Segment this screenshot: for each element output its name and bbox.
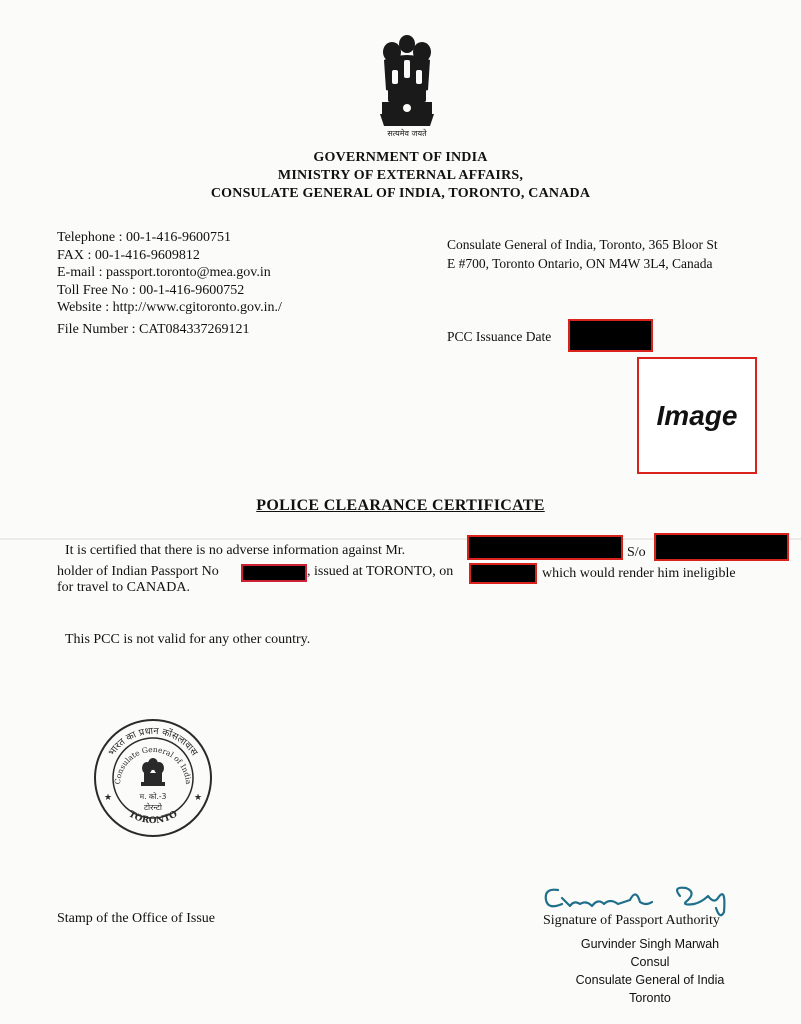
address-line-2: E #700, Toronto Ontario, ON M4W 3L4, Canada — [447, 256, 713, 271]
header-ministry: MINISTRY OF EXTERNAL AFFAIRS, — [277, 168, 524, 183]
redacted-passport-date — [469, 563, 537, 584]
website: Website : http://www.cgitoronto.gov.in./ — [57, 300, 282, 315]
file-number: File Number : CAT084337269121 — [57, 321, 250, 337]
toll-free: Toll Free No : 00-1-416-9600752 — [57, 282, 245, 298]
national-emblem-icon — [372, 30, 442, 138]
seal-emblem-icon — [141, 758, 165, 786]
redacted-passport-number — [241, 564, 307, 582]
certificate-text-2a: holder of Indian Passport No — [57, 564, 219, 579]
redacted-father-name — [654, 533, 789, 561]
certificate-title: POLICE CLEARANCE CERTIFICATE — [256, 497, 545, 514]
email: E-mail : passport.toronto@mea.gov.in — [57, 265, 271, 280]
svg-text:★: ★ — [194, 792, 203, 802]
contact-block — [57, 229, 282, 338]
certificate-son-of: S/o — [627, 545, 646, 560]
emblem-motto: सत्यमेव जयते — [387, 129, 427, 138]
certificate-text-3: for travel to CANADA. — [57, 580, 190, 595]
address-block — [447, 235, 718, 273]
certificate-text-2c: which would render him ineligible — [542, 566, 736, 581]
seal-outer-text: भारत का प्रधान कोंसलावास — [106, 725, 200, 759]
signatory-title: Consul — [630, 955, 670, 969]
signature-label: Signature of Passport Authority — [543, 913, 720, 928]
photo-placeholder — [637, 357, 757, 474]
signatory-name: Gurvinder Singh Marwah — [580, 937, 720, 951]
certificate-text-2b: , issued at TORONTO, on — [307, 564, 454, 579]
header-consulate: CONSULATE GENERAL OF INDIA, TORONTO, CANADA — [210, 186, 591, 201]
signatory-office: Consulate General of India — [575, 973, 725, 987]
seal-city-hindi: टोरन्टो — [144, 803, 162, 812]
redacted-applicant-name — [467, 535, 623, 560]
seal-code: म. को.-3 — [139, 792, 167, 801]
telephone: Telephone : 00-1-416-9600751 — [57, 230, 231, 245]
validity-note: This PCC is not valid for any other country. — [65, 632, 311, 647]
seal-city: TORONTO — [126, 809, 180, 827]
header-government: GOVERNMENT OF INDIA — [313, 150, 488, 165]
photo-placeholder-label: Image — [656, 399, 738, 431]
redacted-issuance-date — [568, 319, 653, 352]
stamp-label: Stamp of the Office of Issue — [57, 911, 215, 926]
signatory-city: Toronto — [629, 991, 671, 1005]
seal-inner-text: Consulate General of India — [112, 744, 194, 785]
fax: FAX : 00-1-416-9609812 — [57, 247, 200, 263]
address-line-1: Consulate General of India, Toronto, 365 Bloor St — [447, 237, 718, 252]
pcc-issuance-date-label: PCC Issuance Date — [447, 329, 552, 344]
certificate-text-1: It is certified that there is no adverse information against Mr. — [65, 543, 406, 558]
svg-text:★: ★ — [104, 792, 113, 802]
office-seal — [92, 717, 214, 839]
